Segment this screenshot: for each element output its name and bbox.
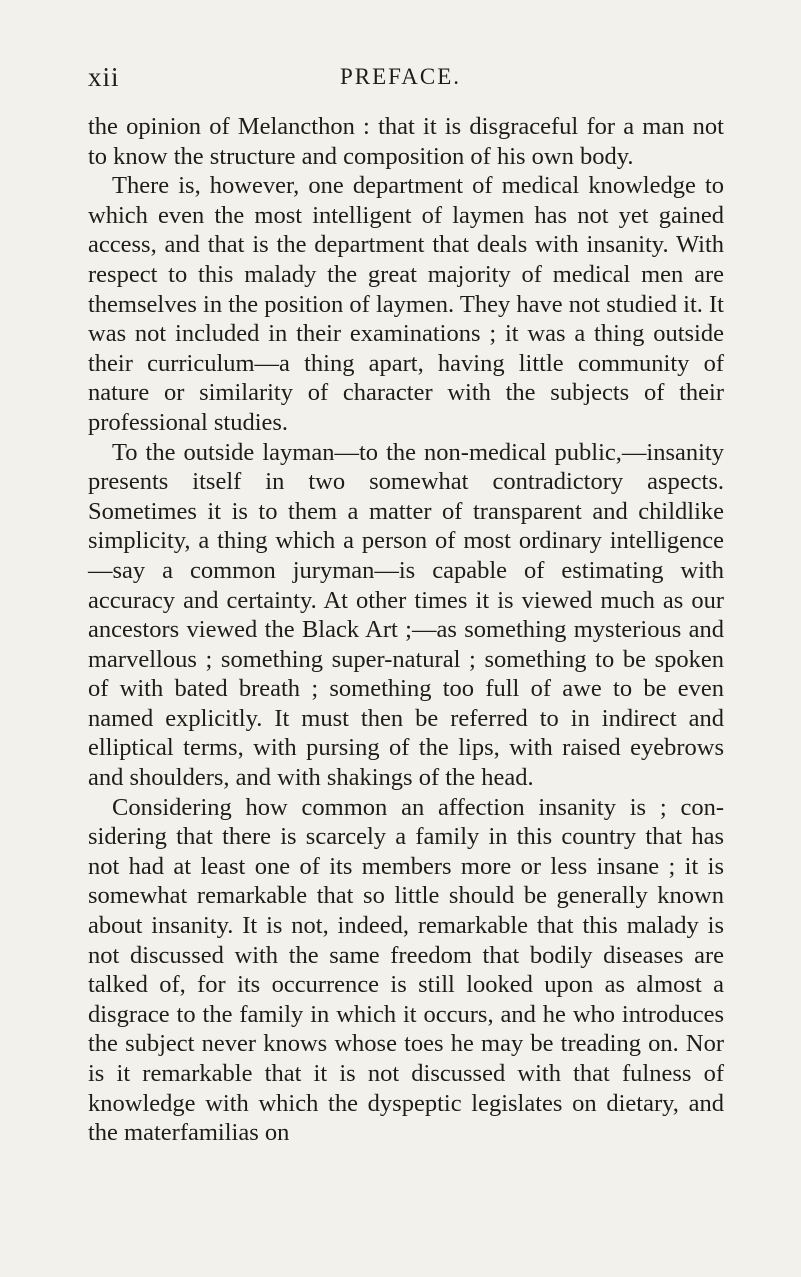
paragraph-department-insanity: There is, however, one department of medical knowledge to which even the most intelligent of laymen has not yet gained access, and that is the department that deals with insanity. With respect to this malady the great majority of medical men are themselves in the position of laymen. They have not studied it. It was not included in their examinations ; it was a thing outside their curriculum—a thing apart, having little community of nature or similarity of character with the subjects of their professional studies. xyxy=(88,172,724,436)
page-number: xii xyxy=(88,62,120,92)
running-head: PREFACE. xyxy=(339,64,462,89)
page-header xyxy=(0,62,801,96)
paragraph-considering: Considering how common an affection insanity is ; con-sidering that there is scarcely a family in this country that has not had at least one of its members more or less insane ; it is somewhat remarkable that so little should be generally known about insanity. It is not, indeed, remarkable that this malady is not discussed with the same freedom that bodily diseases are talked of, for its occurrence is still looked upon as almost a disgrace to the family in which it occurs, and he who introduces the subject never knows whose toes he may be treading on. Nor is it remarkable that it is not discussed with that fulness of knowledge with which the dyspeptic legislates on dietary, and the materfamilias on xyxy=(88,793,724,1147)
paragraph-outside-layman: To the outside layman—to the non-medical public,—insanity presents itself in two somewhat contradictory aspects. Sometimes it is to them a matter of transparent and childlike simplicity, a thing which a person of most ordinary intelligence—say a common juryman—is capable of estimating with accuracy and certainty. At other times it is viewed much as our ancestors viewed the Black Art ;—as something mysterious and marvellous ; something super-natural ; something to be spoken of with bated breath ; something too full of awe to be even named explicitly. It must then be referred to in indirect and elliptical terms, with pursing of the lips, with raised eyebrows and shoulders, and with shakings of the head. xyxy=(88,438,724,792)
paragraph-continuation: the opinion of Melancthon : that it is disgraceful for a man not to know the structure and composition of his own body. xyxy=(88,113,724,170)
body-text xyxy=(88,112,724,1148)
